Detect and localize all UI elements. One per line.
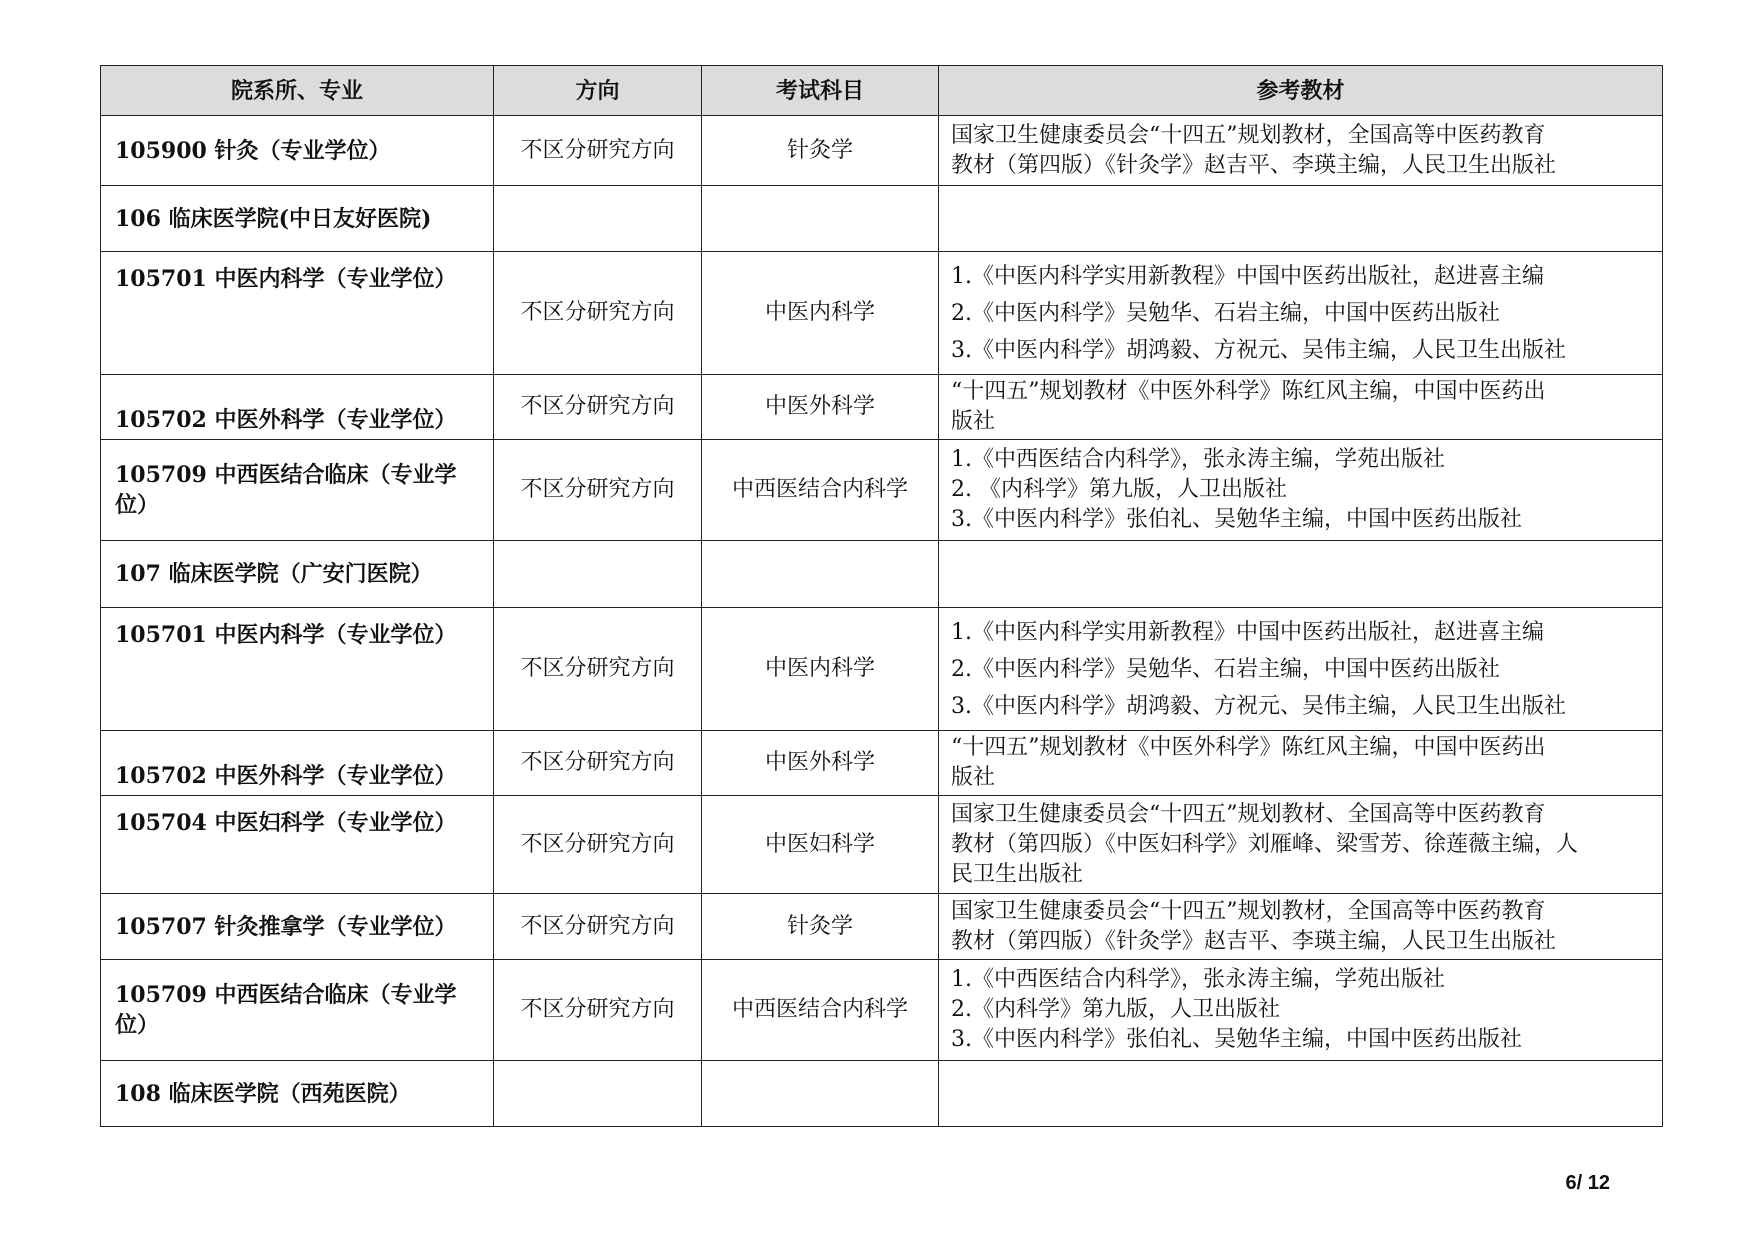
subject-cell xyxy=(702,1061,939,1127)
subject-cell: 针灸学 xyxy=(702,894,939,960)
catalog-table xyxy=(100,65,1663,1127)
subject-cell: 中医妇科学 xyxy=(702,796,939,894)
books-cell xyxy=(939,608,1663,731)
header-books: 参考教材 xyxy=(939,66,1663,116)
book-line: 3.《中医内科学》张伯礼、吴勉华主编，中国中医药出版社 xyxy=(951,507,1522,532)
direction-cell: 不区分研究方向 xyxy=(494,731,702,796)
subject-cell: 中西医结合内科学 xyxy=(702,440,939,541)
table-row xyxy=(101,541,1663,608)
major-cell: 105900 针灸（专业学位） xyxy=(101,116,494,186)
header-major: 院系所、专业 xyxy=(101,66,494,116)
book-line: 3.《中医内科学》胡鸿毅、方祝元、吴伟主编，人民卫生出版社 xyxy=(951,337,1566,363)
major-cell: 105702 中医外科学（专业学位） xyxy=(101,375,494,440)
book-line: 1.《中医内科学实用新教程》中国中医药出版社，赵进喜主编 xyxy=(951,619,1544,645)
direction-cell: 不区分研究方向 xyxy=(494,375,702,440)
book-line: 国家卫生健康委员会“十四五”规划教材、全国高等中医药教育 xyxy=(951,801,1546,827)
books-cell xyxy=(939,1061,1663,1127)
direction-cell: 不区分研究方向 xyxy=(494,116,702,186)
table-row xyxy=(101,894,1663,960)
major-cell: 105709 中西医结合临床（专业学位） xyxy=(101,440,494,541)
books-cell xyxy=(939,116,1663,186)
books-cell xyxy=(939,796,1663,894)
major-cell: 105701 中医内科学（专业学位） xyxy=(101,252,494,375)
books-cell xyxy=(939,440,1663,541)
table-row xyxy=(101,608,1663,731)
section-heading-cell: 106 临床医学院(中日友好医院) xyxy=(101,186,494,252)
direction-cell: 不区分研究方向 xyxy=(494,440,702,541)
major-cell: 105707 针灸推拿学（专业学位） xyxy=(101,894,494,960)
header-row xyxy=(101,66,1663,116)
table-row xyxy=(101,796,1663,894)
book-line: 1.《中医内科学实用新教程》中国中医药出版社，赵进喜主编 xyxy=(951,263,1544,289)
subject-cell: 中医内科学 xyxy=(702,252,939,375)
direction-cell: 不区分研究方向 xyxy=(494,894,702,960)
subject-cell xyxy=(702,186,939,252)
direction-cell: 不区分研究方向 xyxy=(494,608,702,731)
header-direction: 方向 xyxy=(494,66,702,116)
table-row xyxy=(101,1061,1663,1127)
table-row xyxy=(101,731,1663,796)
table-row xyxy=(101,375,1663,440)
subject-cell: 中医内科学 xyxy=(702,608,939,731)
major-cell: 105704 中医妇科学（专业学位） xyxy=(101,796,494,894)
direction-cell: 不区分研究方向 xyxy=(494,252,702,375)
book-line: 3.《中医内科学》胡鸿毅、方祝元、吴伟主编，人民卫生出版社 xyxy=(951,693,1566,719)
table-row xyxy=(101,440,1663,541)
book-line: 民卫生出版社 xyxy=(951,861,1084,887)
book-line: 1.《中西医结合内科学》，张永涛主编，学苑出版社 xyxy=(951,967,1445,992)
book-line: 国家卫生健康委员会“十四五”规划教材，全国高等中医药教育 xyxy=(951,898,1546,924)
book-line: 国家卫生健康委员会“十四五”规划教材，全国高等中医药教育 xyxy=(951,122,1546,148)
subject-cell: 中医外科学 xyxy=(702,731,939,796)
table-row xyxy=(101,960,1663,1061)
book-line: 2. 《内科学》第九版，人卫出版社 xyxy=(951,477,1287,502)
direction-cell: 不区分研究方向 xyxy=(494,960,702,1061)
book-line: 2.《中医内科学》吴勉华、石岩主编，中国中医药出版社 xyxy=(951,300,1500,326)
major-cell: 105702 中医外科学（专业学位） xyxy=(101,731,494,796)
books-cell xyxy=(939,541,1663,608)
subject-cell: 中医外科学 xyxy=(702,375,939,440)
page-number: 6/ 12 xyxy=(1565,1172,1610,1194)
header-subject: 考试科目 xyxy=(702,66,939,116)
table-row xyxy=(101,252,1663,375)
table-row xyxy=(101,116,1663,186)
section-heading-cell: 108 临床医学院（西苑医院） xyxy=(101,1061,494,1127)
book-line: “十四五”规划教材《中医外科学》陈红风主编，中国中医药出 xyxy=(951,379,1546,404)
book-line: 教材（第四版）《针灸学》赵吉平、李瑛主编，人民卫生出版社 xyxy=(951,152,1557,178)
book-line: 版社 xyxy=(951,765,996,790)
book-line: 3.《中医内科学》张伯礼、吴勉华主编，中国中医药出版社 xyxy=(951,1027,1522,1052)
books-cell xyxy=(939,960,1663,1061)
books-cell xyxy=(939,252,1663,375)
section-heading-cell: 107 临床医学院（广安门医院） xyxy=(101,541,494,608)
book-line: 教材（第四版）《中医妇科学》刘雁峰、梁雪芳、徐莲薇主编，人 xyxy=(951,831,1579,857)
book-line: 2.《内科学》第九版，人卫出版社 xyxy=(951,997,1280,1022)
book-line: 版社 xyxy=(951,409,996,434)
book-line: 教材（第四版）《针灸学》赵吉平、李瑛主编，人民卫生出版社 xyxy=(951,928,1557,954)
subject-cell: 针灸学 xyxy=(702,116,939,186)
books-cell xyxy=(939,894,1663,960)
table-row xyxy=(101,186,1663,252)
book-line: “十四五”规划教材《中医外科学》陈红风主编，中国中医药出 xyxy=(951,735,1546,760)
book-line: 2.《中医内科学》吴勉华、石岩主编，中国中医药出版社 xyxy=(951,656,1500,682)
direction-cell: 不区分研究方向 xyxy=(494,796,702,894)
books-cell xyxy=(939,186,1663,252)
major-cell: 105701 中医内科学（专业学位） xyxy=(101,608,494,731)
direction-cell xyxy=(494,1061,702,1127)
books-cell xyxy=(939,731,1663,796)
major-cell: 105709 中西医结合临床（专业学位） xyxy=(101,960,494,1061)
books-cell xyxy=(939,375,1663,440)
book-line: 1.《中西医结合内科学》，张永涛主编，学苑出版社 xyxy=(951,447,1445,472)
direction-cell xyxy=(494,541,702,608)
subject-cell: 中西医结合内科学 xyxy=(702,960,939,1061)
direction-cell xyxy=(494,186,702,252)
subject-cell xyxy=(702,541,939,608)
